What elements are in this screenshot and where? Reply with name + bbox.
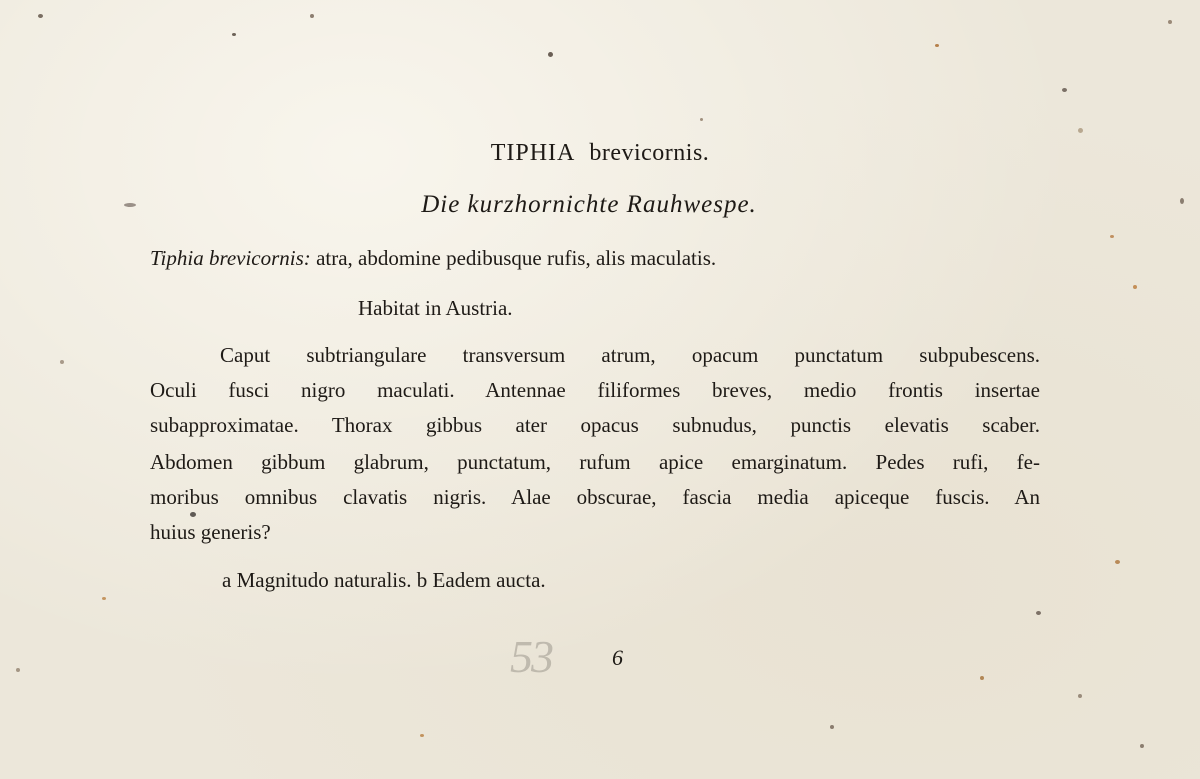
genus-name: TIPHIA <box>490 140 576 166</box>
german-common-name: Die kurzhornichte Rauhwespe. <box>421 191 757 218</box>
species-diagnosis <box>150 246 716 270</box>
diagnosis-species-name: Tiphia brevicornis: <box>150 246 311 270</box>
description-line: subapproximatae. Thorax gibbus ater opacus subnudus, punctis elevatis scaber. <box>150 413 1040 437</box>
paper-speck <box>980 676 984 680</box>
diagnosis-text: atra, abdomine pedibusque rufis, alis maculatis. <box>310 246 717 270</box>
paper-speck <box>935 44 939 47</box>
paper-speck <box>102 597 106 600</box>
figure-legend: a Magnitudo naturalis. b Eadem aucta. <box>222 568 546 592</box>
description-line: huius generis? <box>150 520 271 544</box>
paper-speck <box>1078 128 1083 133</box>
species-name: brevicornis. <box>589 140 710 166</box>
paper-speck <box>1168 20 1172 24</box>
paper-speck <box>1036 611 1041 615</box>
description-line: moribus omnibus clavatis nigris. Alae obscurae, fascia media apiceque fuscis. An <box>150 485 1040 509</box>
paper-speck <box>38 14 43 18</box>
paper-speck <box>190 512 196 517</box>
paper-speck <box>1062 88 1067 92</box>
plate-title <box>0 141 1200 165</box>
description-line: Abdomen gibbum glabrum, punctatum, rufum apice emarginatum. Pedes rufi, fe- <box>150 450 1040 474</box>
paper-speck <box>1115 560 1120 564</box>
paper-speck <box>60 360 64 364</box>
description-line: Caput subtriangulare transversum atrum, opacum punctatum subpubescens. <box>220 343 1040 367</box>
paper-speck <box>16 668 20 672</box>
paper-speck <box>1133 285 1137 289</box>
paper-speck <box>1140 744 1144 748</box>
paper-speck <box>310 14 314 18</box>
paper-speck <box>420 734 424 737</box>
description-line: Oculi fusci nigro maculati. Antennae filiformes breves, medio frontis insertae <box>150 378 1040 402</box>
paper-speck <box>700 118 703 121</box>
paper-speck <box>830 725 834 729</box>
paper-speck <box>1078 694 1082 698</box>
paper-speck <box>232 33 236 36</box>
page-number: 6 <box>612 645 623 670</box>
handwritten-plate-mark: 53 <box>510 631 552 682</box>
paper-speck <box>1180 198 1184 204</box>
habitat-line: Habitat in Austria. <box>358 296 513 320</box>
paper-speck <box>548 52 553 57</box>
paper-speck <box>1110 235 1114 238</box>
